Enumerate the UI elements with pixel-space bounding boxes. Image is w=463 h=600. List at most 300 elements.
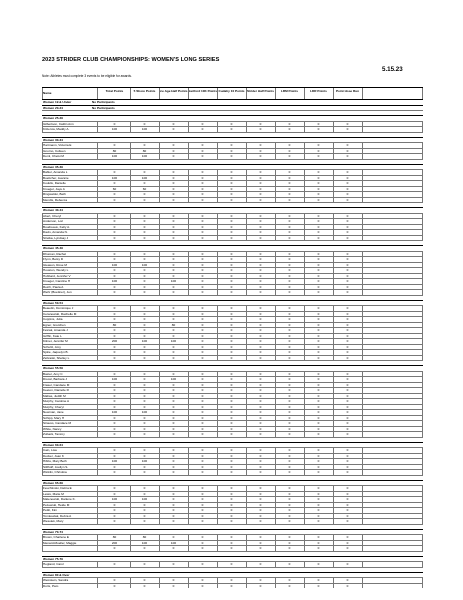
points-cell: 0 — [317, 175, 320, 180]
points-cell: 0 — [143, 121, 146, 126]
points-cell: 0 — [230, 388, 233, 392]
points-cell: 0 — [230, 284, 233, 289]
points-cell: 0 — [201, 519, 204, 523]
points-cell: 0 — [317, 121, 320, 126]
points-cell: 0 — [346, 562, 349, 566]
points-cell: 0 — [346, 148, 349, 153]
athlete-name: Sjolie, Jaquelyn B. — [43, 350, 69, 354]
points-cell: 0 — [201, 486, 204, 490]
points-cell: 0 — [143, 251, 146, 256]
points-cell: 0 — [346, 213, 349, 218]
points-cell: 0 — [230, 448, 233, 452]
total-points-cell: 60 — [112, 186, 117, 191]
points-cell: 0 — [346, 410, 349, 414]
athlete-name: Cain, Lisa — [43, 448, 57, 452]
points-cell: 0 — [143, 273, 146, 278]
points-cell: 0 — [172, 410, 175, 414]
points-cell: 0 — [288, 404, 291, 409]
points-cell: 0 — [143, 415, 146, 420]
points-cell: 0 — [346, 355, 349, 360]
total-points-cell: 0 — [113, 344, 116, 349]
points-cell: 0 — [288, 251, 291, 256]
athlete-name: Strelka, Lyndsay J — [43, 235, 69, 240]
athlete-name: Reich, Paula A — [43, 284, 64, 289]
points-cell: 0 — [230, 279, 233, 283]
age-group-title: Women 75-79 — [43, 556, 63, 561]
points-cell: 0 — [201, 186, 204, 191]
points-cell: 0 — [259, 284, 262, 289]
points-cell: 0 — [259, 235, 262, 240]
points-cell: 0 — [230, 344, 233, 349]
age-group-title: Women 25-29 — [43, 116, 63, 120]
points-cell: 0 — [317, 404, 320, 409]
points-cell: 0 — [259, 197, 262, 202]
points-cell: 0 — [172, 170, 175, 174]
points-cell: 0 — [288, 519, 291, 523]
athlete-name: Abert, Cheryl — [43, 213, 62, 218]
age-group-title: Women 60-64 — [43, 442, 63, 447]
points-cell: 0 — [259, 502, 262, 507]
points-cell: 0 — [317, 143, 320, 147]
points-cell: 0 — [143, 426, 146, 431]
points-cell: 0 — [346, 421, 349, 425]
athlete-name: Wicklin, Christina — [43, 470, 67, 474]
points-cell: 0 — [230, 399, 233, 403]
points-cell: 0 — [143, 350, 146, 354]
points-cell: 0 — [288, 508, 291, 512]
points-cell: 60 — [142, 186, 147, 191]
table-row — [42, 583, 423, 589]
points-cell: 0 — [201, 382, 204, 387]
points-cell: 0 — [143, 393, 146, 398]
points-cell: 0 — [172, 213, 175, 218]
points-cell: 0 — [346, 513, 349, 518]
points-cell: 0 — [288, 350, 291, 354]
points-cell: 0 — [288, 399, 291, 403]
points-cell: 0 — [172, 175, 175, 180]
points-cell: 0 — [201, 410, 204, 414]
points-cell: 0 — [346, 230, 349, 234]
points-cell: 0 — [346, 448, 349, 452]
points-cell: 0 — [201, 583, 204, 588]
total-points-cell: 0 — [113, 388, 116, 392]
points-cell: 0 — [288, 213, 291, 218]
points-cell: 0 — [172, 415, 175, 420]
points-cell: 0 — [317, 426, 320, 431]
points-cell: 0 — [317, 311, 320, 316]
total-points-cell: 0 — [113, 448, 116, 452]
points-cell: 0 — [346, 453, 349, 458]
points-cell: 0 — [259, 279, 262, 283]
total-points-cell: 0 — [113, 404, 116, 409]
report-date: 5.15.23 — [382, 66, 403, 73]
points-cell: 0 — [172, 486, 175, 490]
points-cell: 0 — [317, 284, 320, 289]
points-cell: 0 — [172, 371, 175, 376]
points-cell: 0 — [230, 224, 233, 229]
points-cell: 0 — [288, 578, 291, 582]
points-cell: 0 — [346, 317, 349, 321]
points-cell: 0 — [288, 192, 291, 196]
athlete-name: Decker, Joan K — [43, 453, 64, 458]
points-cell: 0 — [259, 464, 262, 469]
points-cell: 0 — [143, 213, 146, 218]
athlete-name: Deml, Chelsi M — [43, 154, 64, 158]
athlete-name: Mendts, Rebecca — [43, 197, 68, 202]
points-cell: 0 — [230, 508, 233, 512]
points-cell: 0 — [346, 219, 349, 223]
points-cell: 0 — [317, 497, 320, 501]
points-cell: 0 — [230, 382, 233, 387]
points-cell: 0 — [259, 273, 262, 278]
points-cell: 0 — [230, 317, 233, 321]
points-cell: 0 — [230, 562, 233, 566]
points-cell: 0 — [346, 404, 349, 409]
points-cell: 0 — [172, 224, 175, 229]
points-cell: 0 — [230, 540, 233, 545]
athlete-name: Krueger, Jaye A — [43, 186, 65, 191]
points-cell: 100 — [170, 540, 177, 545]
points-cell: 0 — [172, 262, 175, 267]
points-cell: 0 — [259, 578, 262, 582]
points-cell: 0 — [143, 399, 146, 403]
points-cell: 0 — [201, 464, 204, 469]
points-cell: 0 — [201, 426, 204, 431]
points-cell: 0 — [143, 192, 146, 196]
total-points-cell: 0 — [113, 486, 116, 490]
points-cell: 0 — [288, 317, 291, 321]
points-cell: 0 — [143, 464, 146, 469]
points-cell: 0 — [317, 448, 320, 452]
points-cell: 0 — [172, 382, 175, 387]
points-cell: 0 — [259, 535, 262, 539]
total-points-cell: 0 — [113, 219, 116, 223]
athlete-name: Malenowski, Darlene K. — [43, 497, 76, 501]
points-cell: 0 — [143, 170, 146, 174]
points-cell: 0 — [143, 519, 146, 523]
points-cell: 0 — [317, 393, 320, 398]
points-cell: 0 — [288, 284, 291, 289]
points-cell: 0 — [172, 355, 175, 360]
age-group-title: Women 65-69 — [43, 480, 63, 485]
points-cell: 0 — [346, 279, 349, 283]
points-cell: 0 — [201, 453, 204, 458]
table-header — [42, 87, 423, 99]
points-cell: 0 — [346, 290, 349, 294]
points-cell: 0 — [317, 486, 320, 490]
points-cell: 0 — [172, 448, 175, 452]
points-cell: 0 — [317, 257, 320, 261]
points-cell: 0 — [288, 197, 291, 202]
points-cell: 0 — [230, 519, 233, 523]
points-cell: 100 — [141, 262, 148, 267]
points-cell: 0 — [288, 486, 291, 490]
total-points-cell: 0 — [113, 170, 116, 174]
points-cell: 0 — [259, 170, 262, 174]
points-cell: 100 — [141, 497, 148, 501]
points-cell: 0 — [346, 519, 349, 523]
points-cell: 0 — [172, 328, 175, 332]
points-cell: 0 — [201, 502, 204, 507]
points-cell: 0 — [172, 393, 175, 398]
points-cell: 0 — [259, 262, 262, 267]
points-cell: 0 — [230, 181, 233, 185]
points-cell: 0 — [288, 535, 291, 539]
athlete-name: Zuback, Tammy — [43, 432, 65, 436]
total-points-cell: 0 — [113, 519, 116, 523]
points-cell: 0 — [201, 284, 204, 289]
points-cell: 0 — [259, 224, 262, 229]
points-cell: 0 — [143, 290, 146, 294]
points-cell: 0 — [259, 322, 262, 327]
total-points-cell: 100 — [111, 127, 118, 131]
total-points-cell: 0 — [113, 251, 116, 256]
points-cell: 100 — [170, 377, 177, 381]
points-cell: 0 — [172, 519, 175, 523]
points-cell: 0 — [317, 306, 320, 310]
points-cell: 0 — [230, 404, 233, 409]
points-cell: 0 — [259, 311, 262, 316]
column-header: LDR Points — [310, 88, 327, 93]
points-cell: 0 — [317, 421, 320, 425]
points-cell: 0 — [201, 306, 204, 310]
points-cell: 0 — [346, 502, 349, 507]
athlete-name: Hubbard, Jennifer V — [43, 273, 71, 278]
points-cell: 0 — [317, 382, 320, 387]
points-cell: 0 — [259, 415, 262, 420]
points-cell: 0 — [230, 513, 233, 518]
points-cell: 0 — [230, 251, 233, 256]
points-cell: 0 — [259, 393, 262, 398]
total-points-cell: 0 — [113, 491, 116, 496]
age-group-title: Women 50-54 — [43, 300, 63, 305]
points-cell: 0 — [259, 513, 262, 518]
points-cell: 0 — [201, 355, 204, 360]
points-cell: 0 — [172, 421, 175, 425]
points-cell: 0 — [317, 181, 320, 185]
points-cell: 0 — [288, 448, 291, 452]
points-cell: 0 — [259, 399, 262, 403]
points-cell: 100 — [141, 127, 148, 131]
points-cell: 0 — [201, 535, 204, 539]
points-cell: 0 — [230, 192, 233, 196]
points-cell: 0 — [317, 322, 320, 327]
points-cell: 0 — [346, 459, 349, 463]
points-cell: 0 — [288, 513, 291, 518]
points-cell: 0 — [317, 197, 320, 202]
total-points-cell: 0 — [113, 583, 116, 588]
athlete-name: Hibbs, Mary Beth — [43, 459, 67, 463]
points-cell: 0 — [288, 224, 291, 229]
points-cell: 0 — [230, 502, 233, 507]
points-cell: 0 — [317, 562, 320, 566]
points-cell: 0 — [143, 562, 146, 566]
total-points-cell: 100 — [111, 497, 118, 501]
points-cell: 0 — [317, 192, 320, 196]
points-cell: 0 — [201, 470, 204, 474]
points-cell: 0 — [346, 262, 349, 267]
total-points-cell: 0 — [113, 562, 116, 566]
total-points-cell: 0 — [113, 230, 116, 234]
column-header: Point Hose Run — [335, 88, 360, 93]
points-cell: 0 — [317, 508, 320, 512]
points-cell: 0 — [317, 578, 320, 582]
points-cell: 0 — [288, 339, 291, 343]
points-cell: 0 — [346, 535, 349, 539]
athlete-name: Stillhoff, Joellyn S. — [43, 464, 69, 469]
points-cell: 0 — [230, 322, 233, 327]
column-header: LRM Points — [280, 88, 298, 93]
points-cell: 0 — [143, 306, 146, 310]
athlete-name: Kouklis, Danielle — [43, 181, 66, 185]
points-cell: 0 — [143, 235, 146, 240]
points-cell: 0 — [317, 415, 320, 420]
points-cell: 0 — [288, 355, 291, 360]
points-cell: 0 — [143, 453, 146, 458]
points-cell: 0 — [172, 453, 175, 458]
athlete-name: Egner, Gretchen — [43, 322, 66, 327]
points-cell: 0 — [230, 491, 233, 496]
points-cell: 0 — [201, 491, 204, 496]
points-cell: 0 — [230, 148, 233, 153]
points-cell: 0 — [201, 311, 204, 316]
points-cell: 100 — [141, 540, 148, 545]
points-cell: 0 — [143, 583, 146, 588]
points-cell: 0 — [172, 154, 175, 158]
points-cell: 0 — [346, 235, 349, 240]
points-cell: 0 — [346, 273, 349, 278]
points-cell: 0 — [172, 186, 175, 191]
points-cell: 0 — [201, 257, 204, 261]
points-cell: 0 — [143, 311, 146, 316]
points-cell: 0 — [201, 393, 204, 398]
points-cell: 0 — [172, 127, 175, 131]
athlete-name: Beaudin, Dominique J — [43, 306, 74, 310]
age-group-title: Women 40-44 — [43, 208, 63, 212]
points-cell: 0 — [346, 333, 349, 338]
points-cell: 0 — [259, 154, 262, 158]
total-points-cell: 0 — [113, 181, 116, 185]
points-cell: 0 — [346, 382, 349, 387]
points-cell: 0 — [201, 127, 204, 131]
points-cell: 0 — [346, 350, 349, 354]
points-cell: 100 — [141, 154, 148, 158]
points-cell: 0 — [346, 540, 349, 545]
athlete-name: Strauss, Candace M — [43, 421, 72, 425]
athlete-name: Brown, Charlene E — [43, 535, 69, 539]
points-cell: 0 — [346, 486, 349, 490]
points-cell: 0 — [230, 421, 233, 425]
total-points-cell: 80 — [112, 535, 117, 539]
total-points-cell: 100 — [111, 175, 118, 180]
points-cell: 0 — [288, 453, 291, 458]
points-cell: 0 — [201, 262, 204, 267]
points-cell: 0 — [346, 224, 349, 229]
total-points-cell: 0 — [113, 371, 116, 376]
points-cell: 80 — [142, 535, 147, 539]
points-cell: 0 — [143, 486, 146, 490]
points-cell: 0 — [143, 333, 146, 338]
points-cell: 0 — [259, 453, 262, 458]
column-header: 5 Shore Points — [133, 88, 156, 93]
points-cell: 0 — [201, 508, 204, 512]
points-cell: 0 — [317, 213, 320, 218]
points-cell: 0 — [172, 143, 175, 147]
points-cell: 0 — [317, 350, 320, 354]
points-cell: 0 — [230, 410, 233, 414]
points-cell: 0 — [259, 459, 262, 463]
total-points-cell: 0 — [113, 432, 116, 436]
points-cell: 0 — [259, 508, 262, 512]
points-cell: 0 — [172, 268, 175, 272]
points-cell: 0 — [317, 262, 320, 267]
points-cell: 0 — [143, 388, 146, 392]
points-cell: 0 — [317, 453, 320, 458]
total-points-cell: 0 — [113, 192, 116, 196]
points-cell: 0 — [346, 322, 349, 327]
points-cell: 0 — [259, 213, 262, 218]
points-cell: 0 — [172, 562, 175, 566]
age-group-title: Women 35-39 — [43, 164, 63, 169]
athlete-name: Boettcher, Jeannie — [43, 175, 69, 180]
points-cell: 80 — [142, 148, 147, 153]
points-cell: 0 — [346, 371, 349, 376]
points-cell: 0 — [288, 328, 291, 332]
points-cell: 0 — [288, 502, 291, 507]
points-cell: 0 — [143, 371, 146, 376]
points-cell: 0 — [172, 491, 175, 496]
points-cell: 0 — [259, 388, 262, 392]
points-cell: 0 — [346, 583, 349, 588]
points-cell: 0 — [288, 426, 291, 431]
athlete-name: Fraser, Candace M — [43, 382, 70, 387]
points-cell: 0 — [230, 377, 233, 381]
points-cell: 0 — [259, 355, 262, 360]
no-participants-label: No Participants — [92, 100, 115, 104]
points-cell: 0 — [143, 279, 146, 283]
points-cell: 0 — [288, 415, 291, 420]
points-cell: 0 — [259, 219, 262, 223]
total-points-cell: 0 — [113, 453, 116, 458]
points-cell: 0 — [172, 432, 175, 436]
athlete-name: Kilmet, Jennifer M — [43, 339, 68, 343]
points-cell: 0 — [259, 186, 262, 191]
athlete-name: Griffin, Kate L — [43, 333, 62, 338]
points-cell: 0 — [317, 432, 320, 436]
points-cell: 0 — [288, 186, 291, 191]
column-header: Total Points — [105, 88, 124, 93]
points-cell: 0 — [201, 290, 204, 294]
points-cell: 0 — [288, 235, 291, 240]
points-cell: 0 — [201, 377, 204, 381]
total-points-cell: 0 — [113, 350, 116, 354]
points-cell: 0 — [346, 497, 349, 501]
points-cell: 0 — [346, 257, 349, 261]
total-points-cell: 100 — [111, 279, 118, 283]
points-cell: 0 — [317, 464, 320, 469]
athlete-name: Gilbertson, Caitlin Ann — [43, 121, 74, 126]
points-cell: 0 — [230, 371, 233, 376]
athlete-name: Ringwelski, Beth — [43, 192, 66, 196]
standings-table — [42, 87, 423, 588]
points-cell: 0 — [201, 339, 204, 343]
total-points-cell: 100 — [111, 459, 118, 463]
total-points-cell: 0 — [113, 268, 116, 272]
points-cell: 0 — [143, 502, 146, 507]
points-cell: 0 — [288, 464, 291, 469]
points-cell: 0 — [259, 410, 262, 414]
athlete-name: Keeton, Danielle R — [43, 388, 69, 392]
